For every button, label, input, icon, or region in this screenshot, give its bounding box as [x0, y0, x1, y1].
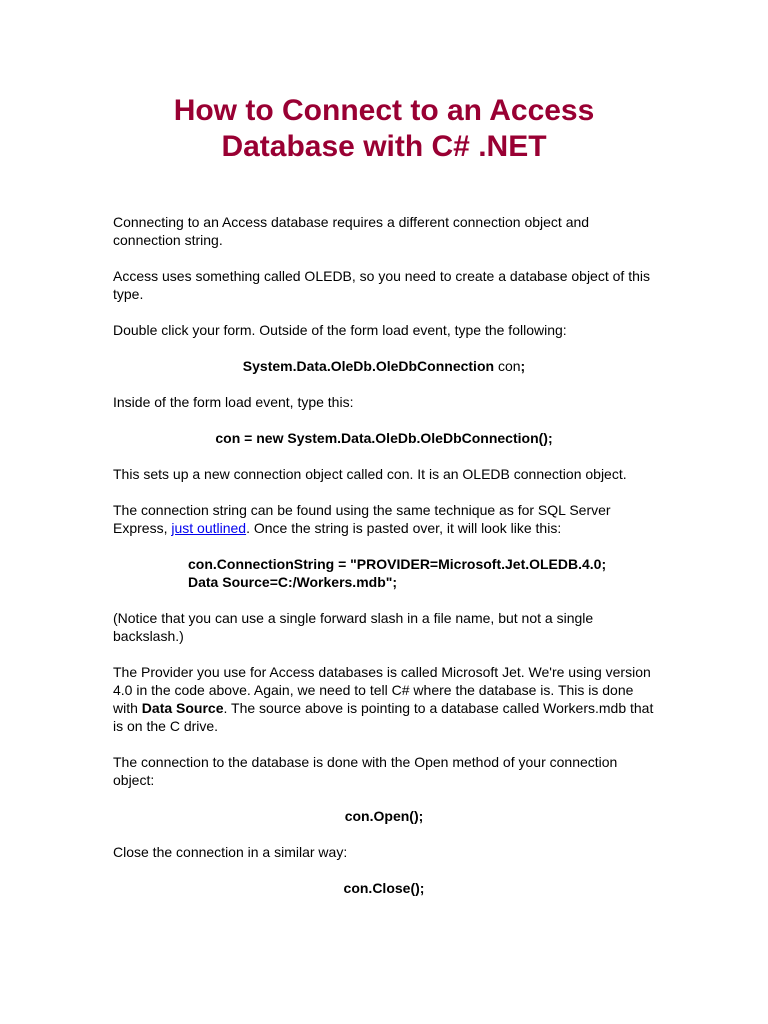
code-connection-string-line-2: Data Source=C:/Workers.mdb";: [188, 574, 398, 590]
paragraph-inside-load: Inside of the form load event, type this:: [113, 394, 354, 410]
code-declaration: [113, 357, 655, 375]
code-declaration-var: con: [494, 358, 521, 374]
paragraph-connection-string: [113, 501, 655, 537]
paragraph-provider-after: . The source above is pointing to a database called Workers.mdb that is on the C drive.: [113, 700, 654, 734]
code-close-text: con.Close();: [343, 880, 425, 896]
page-title-line-2: Database with C# .NET: [221, 130, 547, 163]
page-title: [113, 93, 655, 165]
paragraph-double-click: Double click your form. Outside of the form load event, type the following:: [113, 322, 567, 338]
code-open-text: con.Open();: [344, 808, 424, 824]
code-instantiate: [113, 429, 655, 447]
code-close: [113, 879, 655, 897]
paragraph-oledb: Access uses something called OLEDB, so you need to create a database object of this type.: [113, 268, 650, 302]
page-title-line-1: How to Connect to an Access: [173, 94, 595, 127]
paragraph-intro: Connecting to an Access database requires a different connection object and connection string.: [113, 214, 590, 248]
code-connection-string-line-1: con.ConnectionString = "PROVIDER=Microsoft.Jet.OLEDB.4.0;: [188, 556, 607, 572]
just-outlined-link[interactable]: just outlined: [171, 520, 247, 536]
code-open: [113, 807, 655, 825]
paragraph-close: Close the connection in a similar way:: [113, 844, 348, 860]
paragraph-open-method: The connection to the database is done with the Open method of your connection object:: [113, 754, 618, 788]
code-instantiate-text: con = new System.Data.OleDb.OleDbConnection();: [215, 430, 553, 446]
code-declaration-semicolon: ;: [520, 358, 526, 374]
paragraph-sets-up: This sets up a new connection object called con. It is an OLEDB connection object.: [113, 466, 627, 482]
paragraph-provider: [113, 663, 655, 735]
paragraph-connection-string-after: . Once the string is pasted over, it will look like this:: [246, 520, 562, 536]
paragraph-notice: (Notice that you can use a single forward slash in a file name, but not a single backslash.): [113, 610, 594, 644]
data-source-emphasis: Data Source: [141, 700, 224, 716]
paragraph-connection-string-before: The connection string can be found using the same technique as for SQL Server Express,: [113, 502, 611, 536]
code-connection-string: [188, 555, 655, 591]
paragraph-provider-before: The Provider you use for Access databases is called Microsoft Jet. We're using version 4.0 in the code above. Again, we need to tell C# where the database is. This is done with: [113, 664, 651, 716]
code-declaration-type: System.Data.OleDb.OleDbConnection: [242, 358, 495, 374]
